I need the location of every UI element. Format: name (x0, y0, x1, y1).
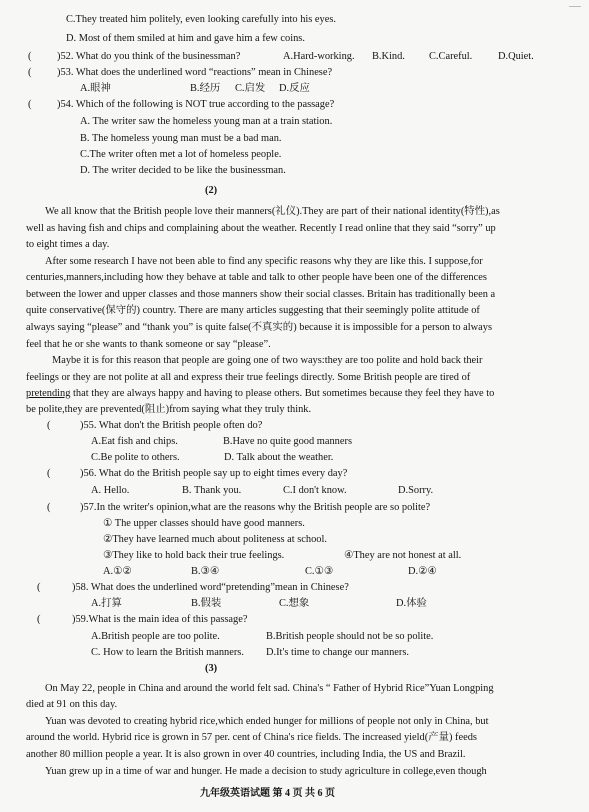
answer-bracket: ( (28, 51, 32, 62)
option-b: B. The homeless young man must be a bad man. (80, 133, 282, 144)
page-footer: 九年级英语试题 第 4 页 共 6 页 (200, 788, 335, 799)
answer-bracket: ( (28, 99, 32, 110)
option-a: A.眼神 (80, 83, 111, 94)
option-b: B. Thank you. (182, 485, 242, 496)
option-d: D.体验 (396, 598, 427, 609)
option-c: C.①③ (305, 566, 334, 577)
s3-para2-line3: another 80 million people a year. It is also grown in over 40 countries, including India, the US and Brazil. (26, 749, 466, 760)
question-stem: )57.In the writer's opinion,what are the reasons why the British people are so polite? (80, 502, 431, 513)
option-d: D.②④ (408, 566, 437, 577)
option-b: B.British people should not be so polite. (266, 631, 434, 642)
question-stem: )55. What don't the British people often do? (80, 420, 263, 431)
option-b: B.Have no quite good manners (223, 436, 352, 447)
option-c: C. How to learn the British manners. (91, 647, 244, 658)
option-a: A.打算 (91, 598, 122, 609)
s2-para2-line6: feel that he or she wants to thank someone or say “please”. (26, 339, 271, 350)
reason-3: ③They like to hold back their true feelings. (103, 550, 285, 561)
option-c: C.想象 (279, 598, 310, 609)
option-a: A.Eat fish and chips. (91, 436, 178, 447)
reason-4: ④They are not honest at all. (344, 550, 462, 561)
s2-para3-line1: Maybe it is for this reason that people are going one of two ways:they are too polite and hold back their (52, 355, 483, 366)
s2-para1-line2: well as having fish and chips and complaining about the weather. Recently I read online that they said “sorry” up (26, 223, 496, 234)
answer-bracket: ( (37, 582, 41, 593)
scan-mark (569, 6, 581, 7)
option-a: A. Hello. (91, 485, 130, 496)
s2-para1-line1: We all know that the British people love their manners(礼仪).They are part of their national identity(特性),as (45, 206, 500, 217)
s2-para3-line2: feelings or they are not polite at all and express their true feelings directly. Some British people are tired of (26, 372, 471, 383)
section-2-heading: (2) (205, 185, 218, 196)
section-3-heading: (3) (205, 663, 218, 674)
option-a: A.①② (103, 566, 132, 577)
s2-para1-line3: to eight times a day. (26, 239, 110, 250)
option-a: A.Hard-working. (283, 51, 355, 62)
option-b: B.假装 (191, 598, 222, 609)
option-b: B.③④ (191, 566, 220, 577)
question-stem: )53. What does the underlined word “reactions” mean in Chinese? (57, 67, 333, 78)
s2-para2-line1: After some research I have not been able to find any specific reasons why they are like this. I suppose,for (45, 256, 483, 267)
option-b: B.经历 (190, 83, 221, 94)
reason-1: ① The upper classes should have good manners. (103, 518, 305, 529)
s3-para3-line1: Yuan grew up in a time of war and hunger. He made a decision to study agriculture in college,even though (45, 766, 487, 777)
s2-para2-line5: always saying “please” and “thank you” is quite false(不真实的) because it is impossible for a person to always (26, 322, 493, 333)
option-d: D. The writer decided to be like the businessman. (80, 165, 286, 176)
option-a: A. The writer saw the homeless young man at a train station. (80, 116, 333, 127)
s3-para2-line2: around the world. Hybrid rice is grown in 57 per. cent of China's rice fields. The increased yield(产量) feeds (26, 732, 477, 743)
s3-para1-line2: died at 91 on this day. (26, 699, 118, 710)
underlined-word-pretending: pretending (26, 388, 71, 399)
question-stem: )52. What do you think of the businessman? (57, 51, 241, 62)
s2-para2-line4: quite conservative(保守的) country. There are many articles suggesting that their seemingly polite attitude of (26, 305, 480, 316)
s2-para2-line2: centuries,manners,including how they behave at table and talk to other people have been one of the differences (26, 272, 487, 283)
s3-para2-line1: Yuan was devoted to creating hybrid rice,which ended hunger for millions of people not only in China, but (45, 716, 489, 727)
s2-para3-line3 (26, 389, 494, 399)
option-a: A.British people are too polite. (91, 631, 220, 642)
s3-para1-line1: On May 22, people in China and around the world felt sad. China's “ Father of Hybrid Rice”Yuan Longping (45, 683, 494, 694)
option-c: C.启发 (235, 83, 266, 94)
option-d: D.Sorry. (398, 485, 434, 496)
answer-bracket: ( (47, 468, 51, 479)
option-b: B.Kind. (372, 51, 405, 62)
q51-option-c: C.They treated him politely, even looking carefully into his eyes. (66, 14, 336, 25)
question-stem: )59.What is the main idea of this passage? (72, 614, 248, 625)
option-c: C.Careful. (429, 51, 473, 62)
answer-bracket: ( (47, 502, 51, 513)
answer-bracket: ( (37, 614, 41, 625)
option-d: D. Talk about the weather. (224, 452, 334, 463)
s2-para2-line3: between the lower and upper classes and those manners show their social classes. Britain has traditionally been a (26, 289, 496, 300)
option-c: C.Be polite to others. (91, 452, 180, 463)
option-d: D.反应 (279, 83, 310, 94)
s2-para3-line4: be polite,they are prevented(阻止)from saying what they truly think. (26, 404, 312, 415)
question-stem: )58. What does the underlined word“pretending”mean in Chinese? (72, 582, 349, 593)
reason-2: ②They have learned much about politeness at school. (103, 534, 327, 545)
question-stem: )56. What do the British people say up to eight times every day? (80, 468, 348, 479)
option-c: C.The writer often met a lot of homeless people. (80, 149, 282, 160)
option-d: D.Quiet. (498, 51, 534, 62)
answer-bracket: ( (47, 420, 51, 431)
question-stem: )54. Which of the following is NOT true according to the passage? (57, 99, 335, 110)
option-d: D.It's time to change our manners. (266, 647, 409, 658)
answer-bracket: ( (28, 67, 32, 78)
option-c: C.I don't know. (283, 485, 347, 496)
q51-option-d: D. Most of them smiled at him and gave him a few coins. (66, 33, 305, 44)
s2-para3-line3-rest: that they are always happy and having to please others. But sometimes because they feel they have to (70, 388, 495, 399)
